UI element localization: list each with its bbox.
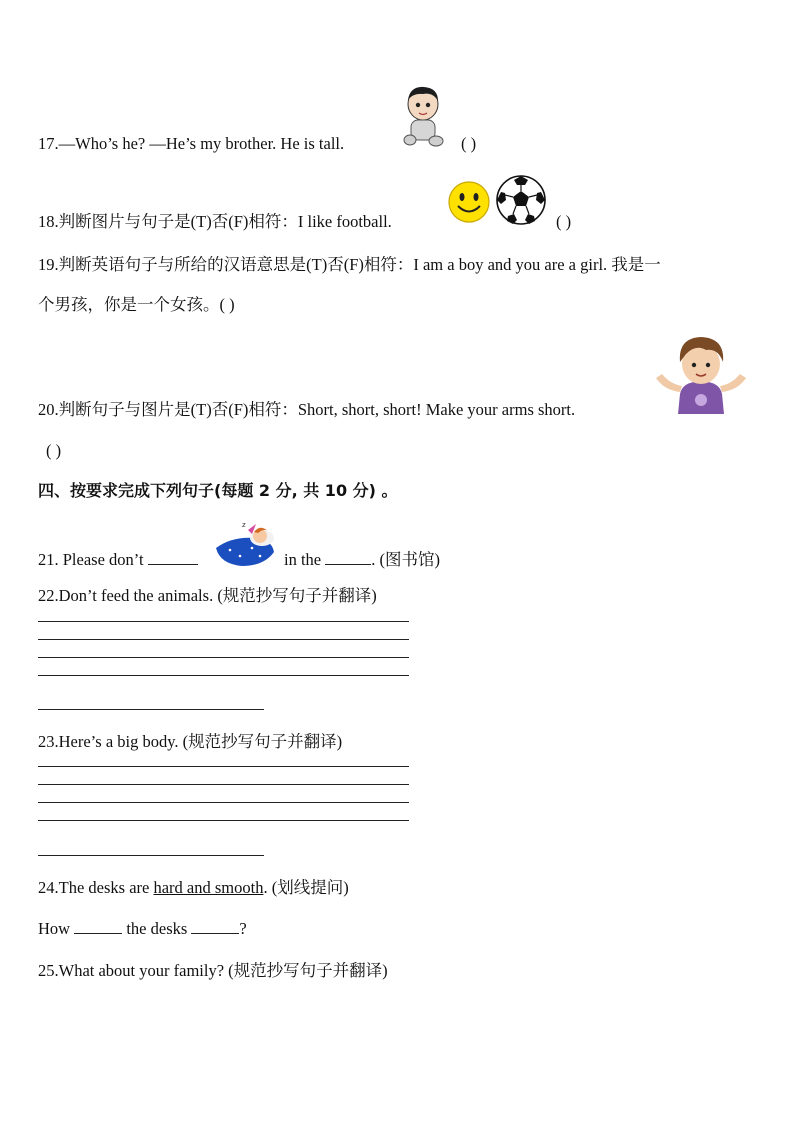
question-24-answer-how: How bbox=[38, 919, 71, 938]
answer-line[interactable] bbox=[38, 802, 409, 803]
question-24-blank-1[interactable] bbox=[74, 919, 122, 934]
question-24 bbox=[38, 878, 349, 898]
translation-line[interactable] bbox=[38, 709, 264, 710]
section-4-heading: 四、按要求完成下列句子(每题 2 分, 共 10 分) 。 bbox=[38, 481, 398, 500]
answer-line[interactable] bbox=[38, 621, 409, 622]
question-17 bbox=[38, 134, 344, 154]
answer-line[interactable] bbox=[38, 657, 409, 658]
smiley-face-icon bbox=[447, 180, 491, 224]
question-21 bbox=[38, 550, 198, 570]
svg-text:z: z bbox=[242, 521, 246, 529]
boy-shrugging-cartoon-image bbox=[652, 334, 750, 414]
question-21-part-2: in the bbox=[284, 550, 322, 569]
question-24-prefix: 24.The desks are bbox=[38, 878, 154, 897]
boy-baby-cartoon-image bbox=[398, 84, 448, 150]
question-20-answer-paren[interactable]: ( ) bbox=[46, 441, 62, 460]
question-24-answer-question-mark: ? bbox=[239, 919, 247, 938]
question-24-underlined-phrase: hard and smooth bbox=[153, 878, 264, 897]
question-20 bbox=[38, 400, 575, 420]
question-24-answer-desks: the desks bbox=[126, 919, 188, 938]
question-24-answer bbox=[38, 919, 247, 939]
answer-line[interactable] bbox=[38, 820, 409, 821]
question-21-rest bbox=[284, 550, 440, 570]
answer-line[interactable] bbox=[38, 766, 409, 767]
question-21-blank-2[interactable] bbox=[325, 550, 371, 565]
question-22: 22.Don’t feed the animals. (规范抄写句子并翻译) bbox=[38, 586, 377, 605]
sleeping-child-in-bed-image bbox=[212, 518, 278, 570]
question-21-part-3: . (图书馆) bbox=[371, 550, 440, 569]
question-19-line-2: 个男孩，你是一个女孩。( ) bbox=[38, 295, 235, 314]
question-18-answer-paren[interactable]: ( ) bbox=[556, 212, 572, 231]
answer-line[interactable] bbox=[38, 675, 409, 676]
answer-line[interactable] bbox=[38, 639, 409, 640]
question-24-suffix: . (划线提问) bbox=[263, 878, 349, 897]
football-icon bbox=[495, 174, 547, 226]
question-23: 23.Here’s a big body. (规范抄写句子并翻译) bbox=[38, 732, 343, 751]
question-18-text: 18.判断图片与句子是(T)否(F)相符：I like football. bbox=[38, 212, 392, 231]
question-19-line-1: 19.判断英语句子与所给的汉语意思是(T)否(F)相符：I am a boy and you are a girl. 我是一 bbox=[38, 255, 661, 274]
answer-line[interactable] bbox=[38, 784, 409, 785]
question-18 bbox=[38, 212, 392, 232]
question-21-part-1: 21. Please don’t bbox=[38, 550, 144, 569]
question-25: 25.What about your family? (规范抄写句子并翻译) bbox=[38, 961, 388, 980]
question-17-text: 17.—Who’s he? —He’s my brother. He is tall. bbox=[38, 134, 345, 153]
question-20-text: 20.判断句子与图片是(T)否(F)相符：Short, short, short! Make your arms short. bbox=[38, 400, 576, 419]
question-17-answer-paren[interactable]: ( ) bbox=[461, 134, 477, 153]
question-21-blank-1[interactable] bbox=[148, 550, 198, 565]
question-24-blank-2[interactable] bbox=[191, 919, 239, 934]
translation-line[interactable] bbox=[38, 855, 264, 856]
